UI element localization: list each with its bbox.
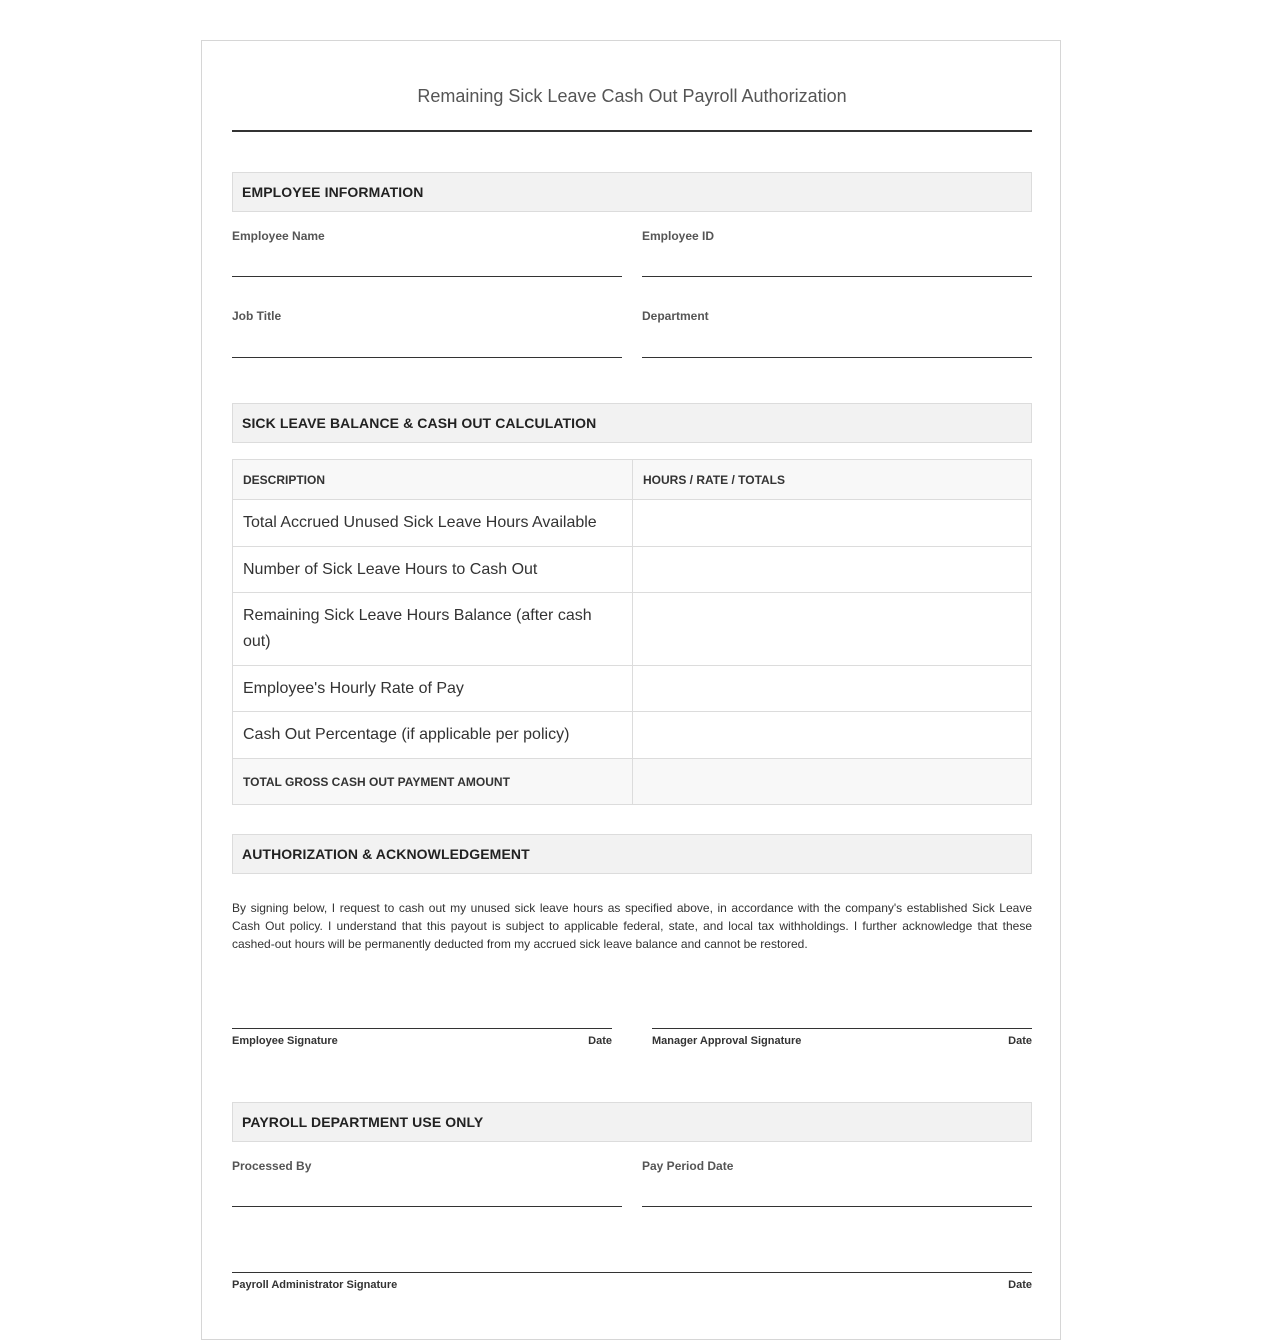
section-header-employee-information: EMPLOYEE INFORMATION [232,172,1032,212]
employee-signature-date-label: Date [588,1035,612,1047]
row-value-cell[interactable] [633,712,1032,759]
employee-signature-line[interactable] [232,1028,612,1029]
row-value-cell[interactable] [633,666,1032,712]
table-row [233,666,1032,712]
section-header-calculation: SICK LEAVE BALANCE & CASH OUT CALCULATION [232,403,1032,443]
acknowledgement-text: By signing below, I request to cash out my unused sick leave hours as specified above, in accordance with the company's established Sick Leave Cash Out policy. I understand that this payout is subject to applicable federal, state, and local tax withholdings. I further acknowledge that these cashed-out hours will be permanently deducted from my accrued sick leave balance and cannot be restored. [232,901,1032,951]
calculation-table [232,459,1032,805]
manager-signature-label: Manager Approval Signature [652,1035,802,1047]
column-header-description: DESCRIPTION [233,460,633,500]
processed-by-input-line[interactable] [232,1206,622,1207]
table-row [233,712,1032,759]
employee-signature-block[interactable] [232,1028,612,1048]
payroll-admin-signature-block[interactable] [232,1272,1032,1292]
pay-period-date-input-line[interactable] [642,1206,1032,1207]
row-description: Cash Out Percentage (if applicable per policy) [233,712,633,759]
employee-name-label: Employee Name [232,229,325,243]
total-row [233,759,1032,805]
payroll-admin-signature-line[interactable] [232,1272,1032,1273]
section-header-payroll: PAYROLL DEPARTMENT USE ONLY [232,1102,1032,1142]
total-description: TOTAL GROSS CASH OUT PAYMENT AMOUNT [233,759,633,805]
employee-id-input-line[interactable] [642,276,1032,277]
row-description: Total Accrued Unused Sick Leave Hours Available [233,500,633,547]
row-value-cell[interactable] [633,500,1032,547]
row-description: Employee's Hourly Rate of Pay [233,666,633,712]
job-title-input-line[interactable] [232,357,622,358]
payroll-admin-date-label: Date [1008,1279,1032,1291]
form-page [201,40,1061,1340]
total-value-cell[interactable] [633,759,1032,805]
title-divider [232,130,1032,132]
table-header-row [233,460,1032,500]
processed-by-label: Processed By [232,1159,312,1173]
table-row [233,593,1032,666]
row-value-cell[interactable] [633,547,1032,593]
section-header-authorization: AUTHORIZATION & ACKNOWLEDGEMENT [232,834,1032,874]
payroll-admin-signature-label: Payroll Administrator Signature [232,1279,398,1291]
processed-by-field[interactable] [232,1159,622,1173]
job-title-label: Job Title [232,309,282,323]
employee-signature-label: Employee Signature [232,1035,338,1047]
employee-name-field[interactable] [232,229,622,243]
pay-period-date-field[interactable] [642,1159,1032,1173]
manager-signature-date-label: Date [1008,1035,1032,1047]
manager-signature-block[interactable] [652,1028,1032,1048]
row-description: Number of Sick Leave Hours to Cash Out [233,547,633,593]
manager-signature-line[interactable] [652,1028,1032,1029]
employee-id-label: Employee ID [642,229,715,243]
row-value-cell[interactable] [633,593,1032,666]
document-title: Remaining Sick Leave Cash Out Payroll Authorization [417,86,847,106]
employee-id-field[interactable] [642,229,1032,243]
department-input-line[interactable] [642,357,1032,358]
column-header-values: HOURS / RATE / TOTALS [633,460,1032,500]
pay-period-date-label: Pay Period Date [642,1159,734,1173]
table-row [233,500,1032,547]
table-row [233,547,1032,593]
department-field[interactable] [642,309,1032,323]
employee-name-input-line[interactable] [232,276,622,277]
job-title-field[interactable] [232,309,622,323]
department-label: Department [642,309,709,323]
row-description: Remaining Sick Leave Hours Balance (after cash out) [233,593,633,666]
